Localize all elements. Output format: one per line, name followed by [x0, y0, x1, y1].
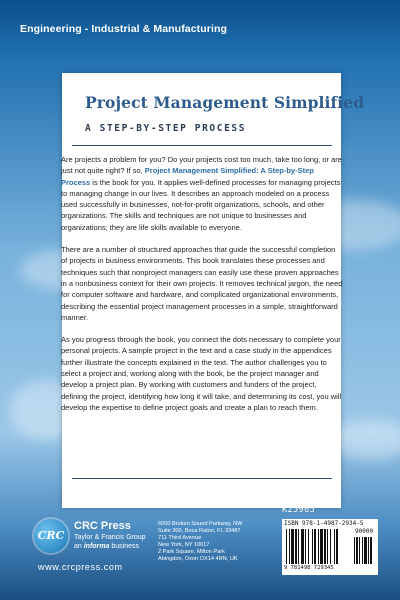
publisher-address: 6000 Broken Sound Parkway, NW Suite 300, Boca Raton, FL 33487 711 Third Avenue New York, NY 10017 2 Park Square, Milton Park Abingdon, Oxon OX14 4RN, UK: [158, 521, 243, 562]
paragraph-3: As you progress through the book, you connect the dots necessary to complete your personal projects. A sample project in the text and a case study in the appendices further illustrate the concepts explained in the text. The author challenges you to select a project and, working along with the book, be the project manager and develop a project plan. By working with customers and funders of the project, defining the project, identifying how long it will take, and determining its cost, you will develop the expertise to define project goals and create a plan to reach them.: [61, 335, 342, 412]
publisher-url[interactable]: www.crcpress.com: [38, 562, 123, 572]
top-divider: [72, 145, 332, 146]
barcode-digits: 9 781498 729345: [284, 565, 334, 571]
bottom-divider: [72, 478, 332, 479]
book-subtitle: A STEP-BY-STEP PROCESS: [85, 123, 247, 134]
catalog-code: K25965: [282, 505, 316, 515]
highlighted-title: Project Management Simplified: A Step-by-Step Process: [61, 166, 314, 187]
crc-logo-icon: CRC: [34, 519, 68, 553]
book-title: Project Management Simplified: [85, 93, 365, 112]
publisher-name: CRC Press: [74, 520, 131, 532]
publisher-tagline: an informa business: [74, 543, 139, 550]
isbn-label: ISBN 978-1-4987-2934-5: [284, 520, 364, 527]
paragraph-2: There are a number of structured approaches that guide the successful completion of projects in business environments. This book translates these processes and techniques such that nonproject managers can easily use these proven approaches in a nonbusiness context for their own projects. It removes technical jargon, the need for computer software and hardware, and complicated organizational environments, describing the essential project management processes in a simple, straightforward manner.: [61, 245, 343, 322]
paragraph-1: Are projects a problem for you? Do your projects cost too much, take too long, or are just not quite right? If so, Project Management Simplified: A Step-by-Step Process is the book for you. It applies well-defined processes for managing projects to managing change in our lives. It describes an approach modeled on a process used successfully in businesses, not-for-profit organizations, schools, and other organizations. The skills and techniques are not unique to businesses and organizations; they are life skills available to everyone.: [61, 155, 342, 232]
publisher-group: Taylor & Francis Group: [74, 534, 146, 541]
category-label: Engineering - Industrial & Manufacturing: [20, 23, 228, 35]
description-body: [61, 154, 343, 424]
price-code: 90000: [355, 528, 374, 535]
barcode-icon: [286, 529, 374, 564]
